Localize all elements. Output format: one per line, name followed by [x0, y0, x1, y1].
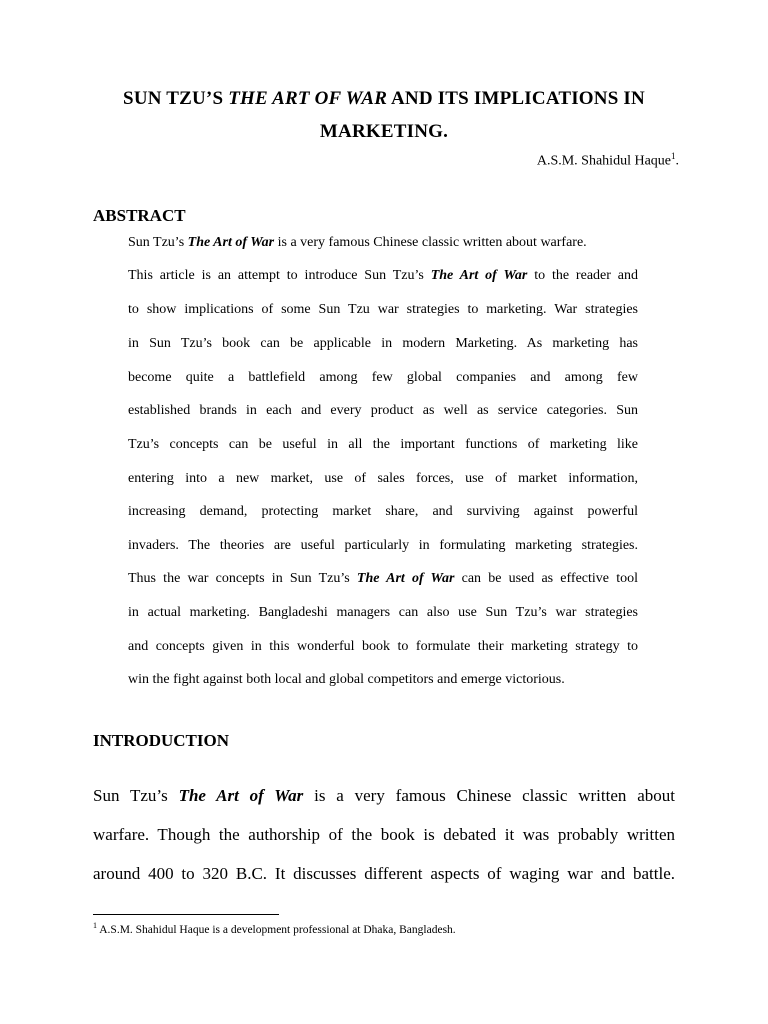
abstract-line: entering into a new market, use of sales forces, use of market information,	[128, 471, 638, 486]
abstract-line: established brands in each and every product as well as service categories. Sun	[128, 403, 638, 418]
abstract-line: become quite a battlefield among few global companies and among few	[128, 370, 638, 385]
paper-title-line-1	[60, 88, 708, 110]
footnote-text: A.S.M. Shahidul Haque is a development professional at Dhaka, Bangladesh.	[97, 923, 456, 936]
abstract-book-title: The Art of War	[356, 571, 455, 586]
introduction-line: warfare. Though the authorship of the book is debated it was probably written	[93, 825, 675, 844]
abstract-line: to show implications of some Sun Tzu war strategies to marketing. War strategies	[128, 302, 638, 317]
author-line	[537, 151, 679, 170]
abstract-line: in Sun Tzu’s book can be applicable in modern Marketing. As marketing has	[128, 336, 638, 351]
abstract-line: increasing demand, protecting market share, and surviving against powerful	[128, 504, 638, 519]
title-prefix: SUN TZU’S	[123, 88, 229, 109]
abstract-line: and concepts given in this wonderful book to formulate their marketing strategy to	[128, 639, 638, 654]
abstract-line: invaders. The theories are useful particularly in formulating marketing strategies.	[128, 538, 638, 553]
introduction-line: around 400 to 320 B.C. It discusses different aspects of waging war and battle.	[93, 864, 675, 883]
title-book-name: THE ART OF WAR	[228, 88, 388, 109]
abstract-line: win the fight against both local and global competitors and emerge victorious.	[128, 672, 565, 687]
abstract-line: Tzu’s concepts can be useful in all the important functions of marketing like	[128, 437, 638, 452]
title-suffix: AND ITS IMPLICATIONS IN	[387, 88, 645, 109]
abstract-book-title: The Art of War	[187, 235, 275, 250]
footnote	[93, 921, 456, 936]
footnote-mark: 1	[93, 921, 97, 930]
introduction-line: Sun Tzu’s The Art of War is a very famous Chinese classic written about	[93, 786, 675, 805]
author-name: A.S.M. Shahidul Haque	[536, 153, 671, 169]
paper-title-line-2: MARKETING.	[319, 121, 449, 142]
abstract-line: This article is an attempt to introduce Sun Tzu’s The Art of War to the reader and	[128, 268, 638, 283]
introduction-heading: INTRODUCTION	[93, 731, 230, 750]
abstract-book-title: The Art of War	[430, 268, 528, 283]
abstract-line: in actual marketing. Bangladeshi managers can also use Sun Tzu’s war strategies	[128, 605, 638, 620]
author-footnote-mark: 1	[671, 151, 676, 161]
footnote-separator	[93, 914, 279, 915]
abstract-line: Sun Tzu’s The Art of War is a very famous Chinese classic written about warfare.	[128, 235, 587, 250]
author-trailing: .	[675, 153, 679, 169]
abstract-heading: ABSTRACT	[93, 206, 186, 225]
intro-book-title: The Art of War	[178, 786, 304, 805]
abstract-line: Thus the war concepts in Sun Tzu’s The Art of War can be used as effective tool	[128, 571, 638, 586]
